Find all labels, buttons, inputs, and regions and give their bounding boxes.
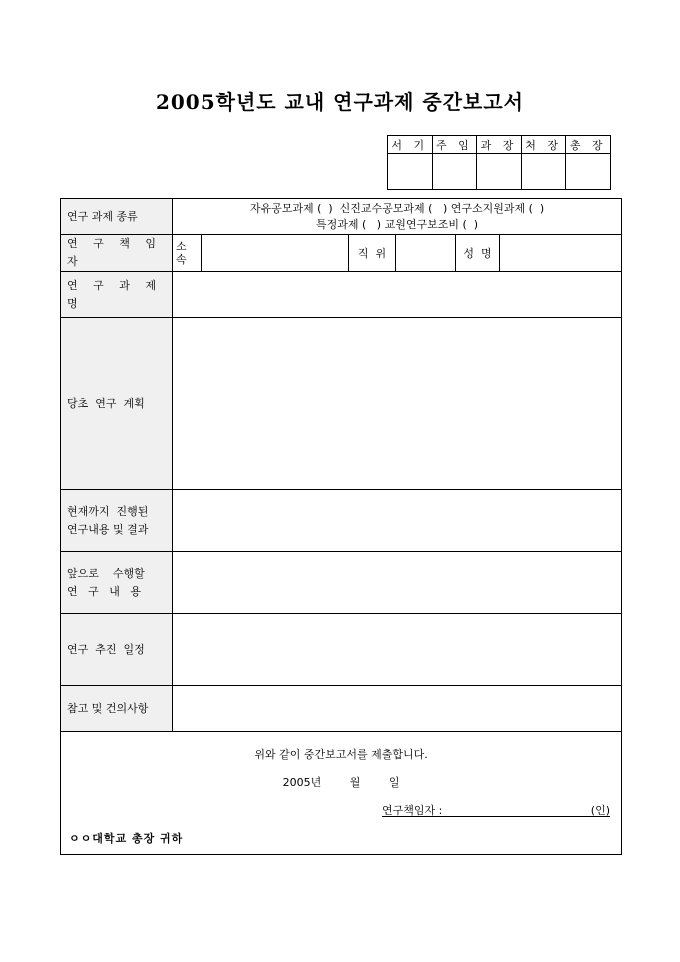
affiliation-label-line-1: 소 — [176, 240, 187, 253]
position-label: 직 위 — [349, 235, 396, 272]
project-type-line-2: 특정과제 ( ) 교원연구보조비 ( ) — [316, 217, 479, 231]
submission-block — [61, 732, 622, 855]
recipient: ㅇㅇ대학교 총장 귀하 — [69, 832, 184, 845]
affiliation-label-line-2: 속 — [176, 253, 187, 266]
notes-field[interactable] — [173, 686, 622, 732]
approval-header: 총 장 — [566, 136, 611, 154]
project-type-label: 연구 과제 종류 — [61, 199, 173, 235]
notes-label: 참고 및 건의사항 — [61, 686, 173, 732]
name-field[interactable] — [500, 235, 622, 272]
affiliation-field[interactable] — [202, 235, 349, 272]
future-work-field[interactable] — [173, 552, 622, 614]
progress-label-line-1: 현재까지 진행된 — [67, 504, 149, 518]
future-work-label — [61, 552, 173, 614]
approval-header: 서 기 — [388, 136, 433, 154]
approval-sign-cell[interactable] — [477, 154, 522, 190]
name-label: 성 명 — [456, 235, 500, 272]
future-work-label-line-2: 연 구 내 용 — [67, 584, 141, 598]
approval-header: 처 장 — [521, 136, 566, 154]
approval-sign-cell[interactable] — [388, 154, 433, 190]
progress-label-line-2: 연구내용 및 결과 — [67, 522, 149, 536]
project-type-options[interactable] — [173, 199, 622, 235]
future-work-label-line-1: 앞으로 수행할 — [67, 566, 145, 580]
approval-header: 주 임 — [432, 136, 477, 154]
project-title-label: 연 구 과 제 명 — [61, 272, 173, 318]
approval-sign-cell[interactable] — [566, 154, 611, 190]
position-field[interactable] — [396, 235, 456, 272]
submit-date: 2005년 월 일 — [282, 776, 400, 789]
project-type-line-1: 자유공모과제 ( ) 신진교수공모과제 ( ) 연구소지원과제 ( ) — [249, 201, 545, 215]
submit-statement: 위와 같이 중간보고서를 제출합니다. — [254, 748, 428, 761]
report-form — [60, 198, 622, 855]
schedule-field[interactable] — [173, 614, 622, 686]
signer-label: 연구책임자 : — [382, 804, 443, 817]
original-plan-field[interactable] — [173, 318, 622, 490]
approval-header: 과 장 — [477, 136, 522, 154]
affiliation-label — [173, 235, 202, 272]
seal-mark: (인) — [590, 804, 610, 817]
project-title-field[interactable] — [173, 272, 622, 318]
original-plan-label: 당초 연구 계획 — [61, 318, 173, 490]
page-title: 2005학년도 교내 연구과제 중간보고서 — [155, 90, 525, 114]
schedule-label: 연구 추진 일정 — [61, 614, 173, 686]
researcher-label: 연 구 책 임 자 — [61, 235, 173, 272]
approval-sign-cell[interactable] — [521, 154, 566, 190]
progress-field[interactable] — [173, 490, 622, 552]
progress-label — [61, 490, 173, 552]
approval-box — [387, 135, 611, 190]
approval-sign-cell[interactable] — [432, 154, 477, 190]
signer-line[interactable] — [382, 802, 610, 817]
